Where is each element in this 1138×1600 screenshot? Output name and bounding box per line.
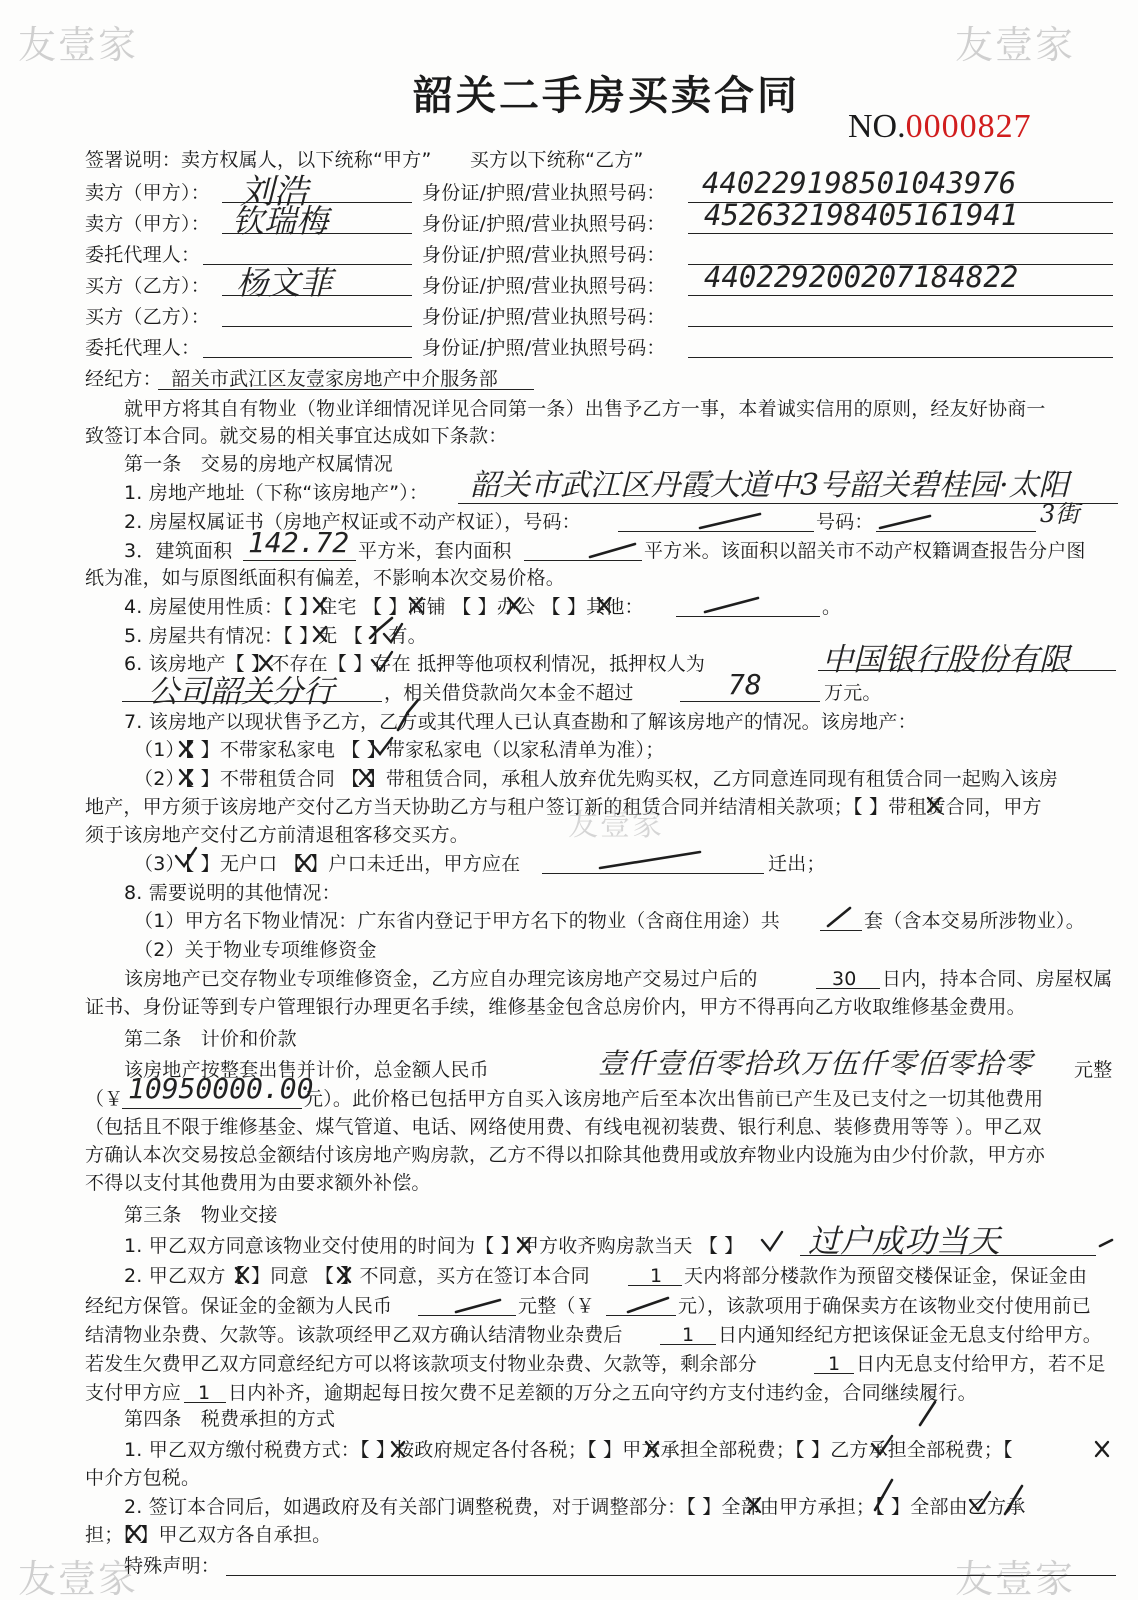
deposit-days-3: 1 (828, 1353, 841, 1375)
article2-heading: 第二条 计价和价款 (124, 1028, 297, 1050)
handover-hand: 过户成功当天 (808, 1222, 1001, 1260)
other-heading: 8. 需要说明的其他情况： (124, 882, 341, 904)
lease-line-3: 须于该房地产交付乙方前清退租客移交买方。 (85, 824, 470, 846)
tax-line-2: 中介方包税。 (85, 1467, 201, 1489)
seller1-id: 440229198501043976 (702, 166, 1017, 200)
handover-line-1: 1. 甲乙双方同意该物业交付使用的时间为【 】甲方收齐购房款当天 【 】 (124, 1235, 744, 1257)
area-line-2: 纸为准，如与原图纸面积有偏差，不影响本次交易价格。 (85, 567, 566, 589)
deposit-days: 1 (650, 1265, 663, 1287)
tax-line-1: 1. 甲乙双方缴付税费方式：【 】按政府规定各付各税；【 】甲方承担全部税费；【 】乙方承担全部税费；【 (124, 1439, 1013, 1461)
buyer1-name: 杨文菲 (236, 264, 333, 302)
furniture-line: （1）【 】不带家私家电 【 】带家私家电（以家私清单为准）； (134, 739, 665, 761)
preamble-line-2: 致签订本合同。就交易的相关事宜达成如下条款： (85, 425, 508, 447)
tax-line-4: 担；【 】甲乙双方各自承担。 (85, 1524, 332, 1546)
deposit-line-4a: 若发生欠费甲乙双方同意经纪方可以将该款项支付物业杂费、欠款等，剩余部分 (85, 1353, 758, 1375)
cert-label: 2. 房屋权属证书（房地产权证或不动产权证），号码： (124, 511, 581, 533)
price-line-4: 方确认本次交易按总金额结付该房地产购房款，乙方不得以扣除其他费用或放弃物业内设施为由少付价款，甲方亦 (85, 1144, 1046, 1166)
article1-heading: 第一条 交易的房地产权属情况 (124, 453, 393, 475)
seller2-id: 452632198405161941 (704, 198, 1019, 232)
agent2-id-label: 身份证/护照/营业执照号码： (422, 337, 666, 359)
watermark-bottom-left: 友壹家 (18, 1557, 139, 1600)
deposit-days-2: 1 (682, 1324, 695, 1346)
area-mid: 平方米，套内面积 (358, 540, 512, 562)
other-2: （2）关于物业专项维修资金 (134, 939, 377, 961)
page-title: 韶关二手房买卖合同 (413, 72, 800, 119)
buyer1-label: 买方（乙方）： (85, 275, 210, 297)
loan-unit: 万元。 (824, 682, 882, 704)
seller2-id-label: 身份证/护照/营业执照号码： (422, 213, 666, 235)
hukou-line: （3）【 】无户口 【 】户口未迁出，甲方应在 (134, 853, 521, 875)
price-line-2b: 元）。此价格已包括甲方自买入该房地产后至本次出售前已产生及已支付之一切其他费用 (304, 1088, 1044, 1110)
buyer1-id-label: 身份证/护照/营业执照号码： (422, 275, 666, 297)
seller1-label: 卖方（甲方）： (85, 182, 210, 204)
use-end: 。 (822, 596, 842, 618)
hukou-end: 迁出； (768, 853, 826, 875)
deposit-line-1b: 天内将部分楼款作为预留交楼保证金，保证金由 (684, 1265, 1088, 1287)
contract-number-prefix: NO. (848, 108, 906, 145)
agent2-label: 委托代理人： (85, 337, 201, 359)
deposit-days-4: 1 (198, 1382, 211, 1404)
deposit-line-5a: 支付甲方应 (85, 1382, 182, 1404)
contract-number-value: 0000827 (905, 108, 1032, 145)
amount-number: 10950000.00 (128, 1072, 314, 1105)
fund-line-2: 证书、身份证等到专户管理银行办理更名手续，维修基金包含总房价内，甲方不得再向乙方收取维修基金费用。 (85, 996, 1026, 1018)
seller1-name: 刘浩 (240, 172, 308, 212)
mortgage-line: 6. 该房地产【 】不存在【 】存在 抵押等他项权利情况，抵押权人为 (124, 653, 706, 675)
address-tail: 3街 (1040, 500, 1080, 528)
area-value: 142.72 (248, 526, 350, 559)
fund-days: 30 (832, 968, 857, 990)
watermark-bottom-right: 友壹家 (955, 1557, 1076, 1600)
share-line: 5. 房屋共有情况：【 】无 【 】有。 (124, 625, 427, 647)
seller2-name: 钦瑞梅 (232, 202, 329, 240)
status-line: 7. 该房地产以现状售予乙方，乙方或其代理人已认真查勘和了解该房地产的情况。该房地产： (124, 711, 917, 733)
seller2-label: 卖方（甲方）： (85, 213, 210, 235)
article3-heading: 第三条 物业交接 (124, 1204, 278, 1226)
deposit-line-1a: 2. 甲乙双方【 】同意 【 】不同意，买方在签订本合同 (124, 1265, 590, 1287)
price-line-1a: 该房地产按整套出售并计价，总金额人民币 (124, 1059, 489, 1081)
tax-line-3: 2. 签订本合同后，如遇政府及有关部门调整税费，对于调整部分：【 】全部由甲方承担；【 】全部由乙方承 (124, 1496, 1026, 1518)
deposit-line-2a: 经纪方保管。保证金的金额为人民币 (85, 1295, 393, 1317)
deposit-line-3b: 日内通知经纪方把该保证金无息支付给甲方。 (718, 1324, 1103, 1346)
address-label: 1. 房地产地址（下称“该房地产”）： (124, 482, 429, 504)
sign-note: 签署说明：卖方权属人，以下统称“甲方” 买方以下统称“乙方” (85, 149, 644, 171)
address-value: 韶关市武江区丹霞大道中3号韶关碧桂园·太阳 (470, 468, 1069, 503)
other-1: （1）甲方名下物业情况：广东省内登记于甲方名下的物业（含商住用途）共 (134, 910, 780, 932)
preamble-line-1: 就甲方将其自有物业（物业详细情况详见合同第一条）出售予乙方一事，本着诚实信用的原则，经友好协商一 (124, 398, 1046, 420)
lease-line-1: （2）【 】不带租赁合同 【 】带租赁合同，承租人放弃优先购买权，乙方同意连同现有租赁合同一起购入该房 (134, 768, 1058, 790)
lease-line-2: 地产，甲方须于该房地产交付乙方当天协助乙方与租户签订新的租赁合同并结清相关款项；【 】带租赁合同，甲方 (85, 796, 1042, 818)
fund-line-1a: 该房地产已交存物业专项维修资金，乙方应自办理完该房地产交易过户后的 (124, 968, 758, 990)
watermark-top-right: 友壹家 (955, 23, 1076, 67)
article4-heading: 第四条 税费承担的方式 (124, 1408, 336, 1430)
seller1-id-label: 身份证/护照/营业执照号码： (422, 182, 666, 204)
mortgagee-2: 公司韶关分行 (148, 674, 334, 710)
buyer2-id-label: 身份证/护照/营业执照号码： (422, 306, 666, 328)
watermark-center: 友壹家 (568, 808, 664, 843)
contract-number (848, 108, 1032, 146)
other-1-end: 套（含本交易所涉物业）。 (864, 910, 1085, 932)
cert-label-2: 号码： (816, 511, 874, 533)
price-line-2a: （￥ (85, 1088, 124, 1110)
mortgagee: 中国银行股份有限 (822, 642, 1070, 678)
buyer2-label: 买方（乙方）： (85, 306, 210, 328)
loan-value: 78 (728, 668, 762, 701)
fund-line-1b: 日内，持本合同、房屋权属 (882, 968, 1113, 990)
price-line-3: （包括且不限于维修基金、煤气管道、电话、网络使用费、有线电视初装费、银行利息、装修费用等等 ）。甲乙双 (85, 1116, 1042, 1138)
deposit-line-5b: 日内补齐，逾期起每日按欠费不足差额的万分之五向守约方支付违约金，合同继续履行。 (228, 1382, 977, 1404)
deposit-line-4b: 日内无息支付给甲方，若不足 (856, 1353, 1106, 1375)
deposit-line-2c: 元），该款项用于确保卖方在该物业交付使用前已 (678, 1295, 1091, 1317)
broker-line: 经纪方： 韶关市武江区友壹家房地产中介服务部 (85, 368, 498, 390)
deposit-line-3a: 结清物业杂费、欠款等。该款项经甲乙双方确认结清物业杂费后 (85, 1324, 623, 1346)
price-line-1b: 元整 (1074, 1059, 1113, 1081)
agent1-label: 委托代理人： (85, 244, 201, 266)
use-line: 4. 房屋使用性质：【 】住宅 【 】商铺 【 】办公 【 】其他： (124, 596, 644, 618)
deposit-line-2b: 元整（￥ (518, 1295, 595, 1317)
area-label: 3．建筑面积 (124, 540, 233, 562)
watermark-top-left: 友壹家 (18, 23, 139, 67)
buyer1-id: 440229200207184822 (704, 260, 1019, 294)
amount-words: 壹仟壹佰零拾玖万伍仟零佰零拾零 (598, 1047, 1034, 1080)
area-tail: 平方米。该面积以韶关市不动产权籍调查报告分户图 (644, 540, 1086, 562)
price-line-5: 不得以支付其他费用为由要求额外补偿。 (85, 1172, 431, 1194)
agent1-id-label: 身份证/护照/营业执照号码： (422, 244, 666, 266)
special-statement-label: 特殊声明： (124, 1555, 221, 1577)
loan-label: ，相关借贷款尚欠本金不超过 (384, 682, 634, 704)
